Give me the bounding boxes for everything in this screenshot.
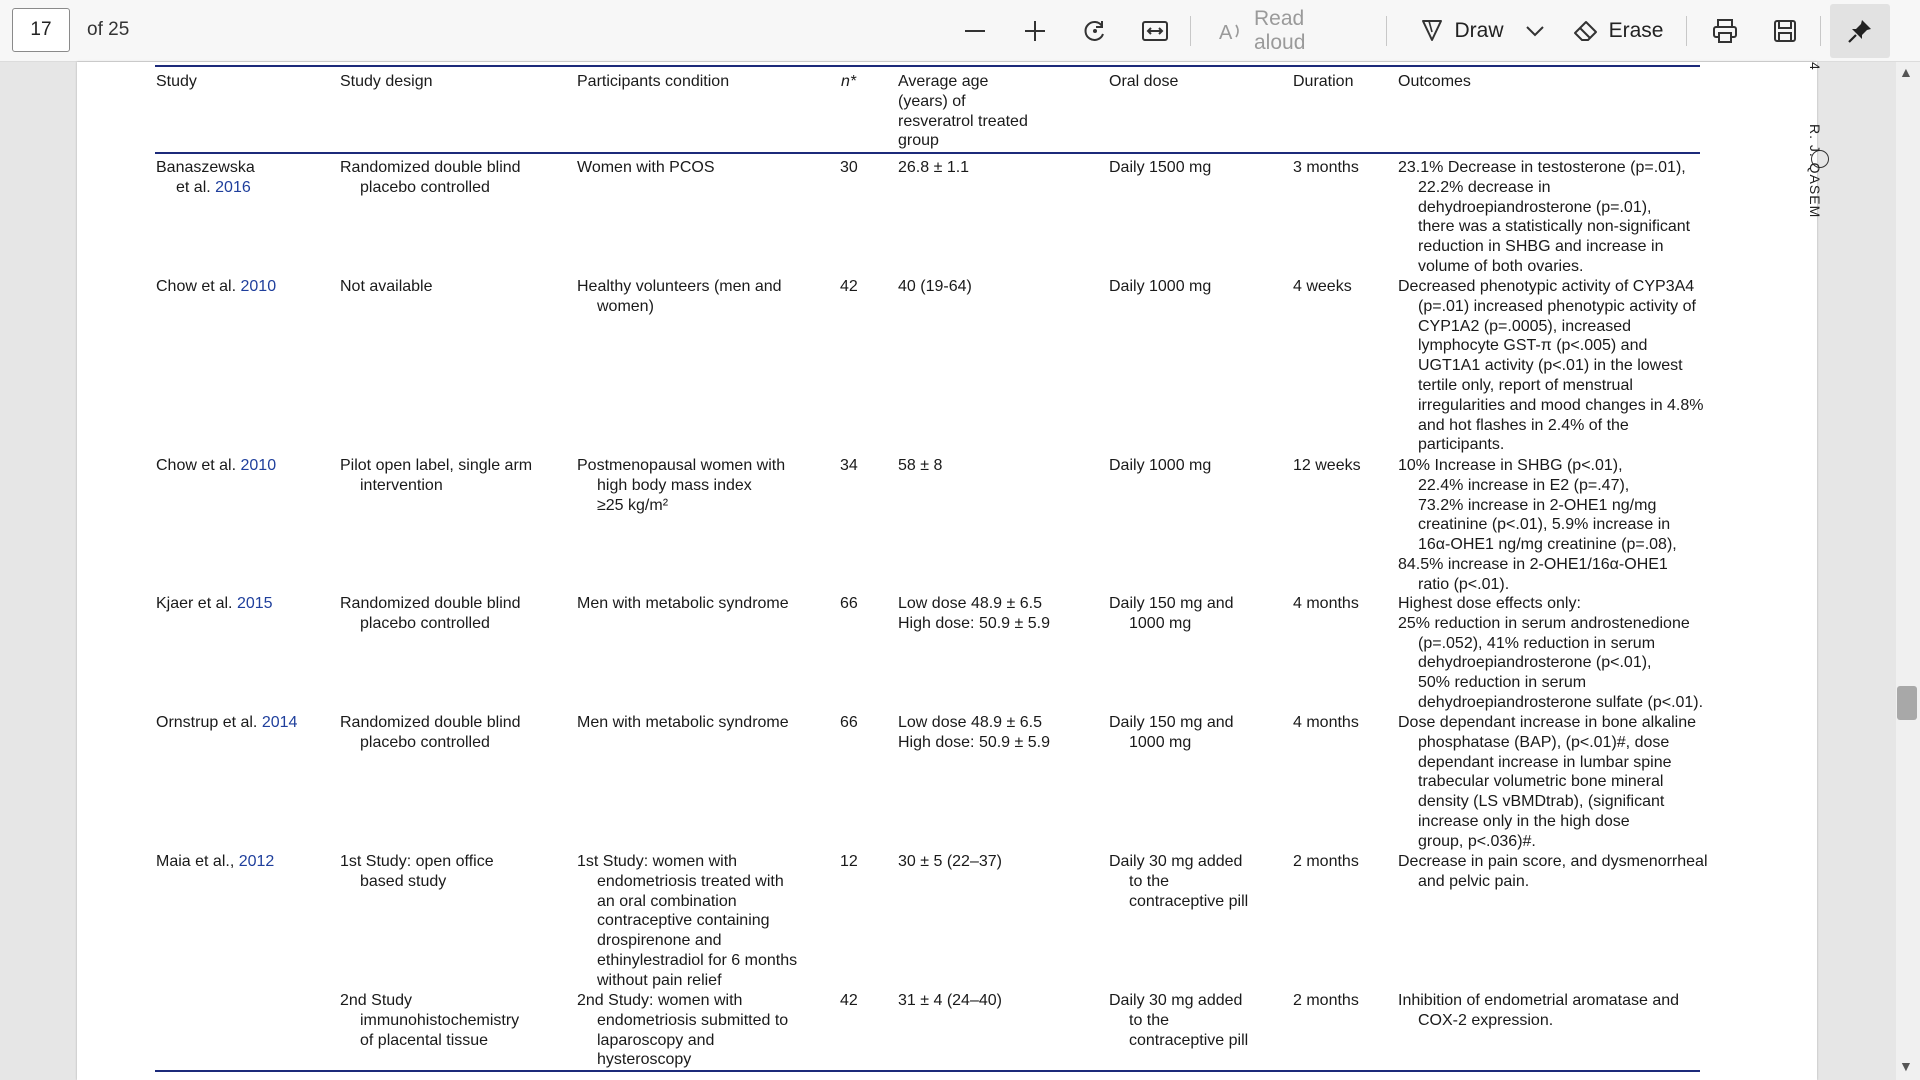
age-cell [898, 594, 1050, 634]
dose-cell [1109, 852, 1248, 911]
header-age-line: Average age [898, 73, 989, 90]
study-design-cell [340, 456, 532, 496]
age-cell: 58 ± 8 [898, 457, 943, 474]
n-cell: 34 [840, 457, 858, 474]
cell-line: lymphocyte GST-π (p<.005) and [1418, 337, 1648, 355]
plus-icon [1023, 19, 1047, 43]
pin-toolbar-button[interactable] [1830, 4, 1890, 58]
cell-line: 50% reduction in serum [1418, 674, 1587, 692]
eraser-icon [1573, 19, 1599, 43]
header-age-line: (years) of [898, 92, 966, 110]
cell-line: 1000 mg [1129, 733, 1192, 751]
duration-cell: 2 months [1293, 992, 1359, 1009]
outcomes-cell [1398, 456, 1677, 595]
cell-line: Low dose 48.9 ± 6.5 [898, 595, 1042, 612]
study-design-cell [340, 852, 494, 892]
cell-line: 23.1% Decrease in testosterone (p=.01), [1398, 159, 1686, 176]
table-top-rule [155, 65, 1700, 67]
cell-line: Healthy volunteers (men and [577, 278, 782, 295]
rotate-icon [1082, 18, 1108, 44]
study-design-cell [340, 713, 521, 753]
cell-line: placebo controlled [360, 733, 490, 751]
cell-line: an oral combination [597, 892, 737, 910]
n-cell: 30 [840, 159, 858, 176]
age-cell: 31 ± 4 (24–40) [898, 992, 1002, 1009]
fit-width-icon [1142, 20, 1168, 42]
pdf-page [77, 62, 1823, 1080]
cell-line: without pain relief [597, 971, 722, 989]
cell-line: endometriosis treated with [597, 872, 784, 890]
cell-line: Randomized double blind [340, 595, 521, 612]
study-author: Banaszewska [156, 159, 255, 176]
cell-line: 84.5% increase in 2-OHE1/16α-OHE1 [1398, 555, 1668, 573]
draw-options-button[interactable] [1520, 9, 1550, 53]
scroll-up-arrow-icon[interactable]: ▲ [1899, 64, 1913, 80]
study-author: et al. [176, 178, 211, 196]
study-design-cell [340, 158, 521, 198]
cell-line: dehydroepiandrosterone sulfate (p<.01). [1418, 693, 1704, 711]
cell-line: ethinylestradiol for 6 months [597, 951, 798, 969]
scrollbar-thumb[interactable] [1897, 686, 1917, 720]
page-total-label: of 25 [87, 19, 130, 40]
outcomes-cell [1398, 852, 1708, 892]
citation-link[interactable]: 2014 [261, 714, 298, 731]
cell-line: 10% Increase in SHBG (p<.01), [1398, 457, 1623, 474]
cell-line: there was a statistically non-significant [1418, 218, 1691, 236]
cell-line: Daily 30 mg added [1109, 853, 1243, 870]
cell-line: and hot flashes in 2.4% of the [1418, 416, 1629, 434]
cell-line: irregularities and mood changes in 4.8% [1418, 396, 1704, 414]
cell-line: Decreased phenotypic activity of CYP3A4 [1398, 278, 1695, 295]
cell-line: Daily 150 mg and [1109, 595, 1234, 612]
cell-line: (p=.01) increased phenotypic activity of [1418, 297, 1696, 315]
zoom-out-button[interactable] [958, 9, 992, 53]
save-icon [1773, 19, 1797, 43]
study-author: Chow et al. [156, 278, 237, 295]
table-bottom-rule [155, 1070, 1700, 1072]
toolbar-divider [1820, 16, 1821, 46]
cell-line: of placental tissue [360, 1031, 489, 1049]
cell-line: High dose: 50.9 ± 5.9 [898, 614, 1050, 632]
outcomes-cell [1398, 594, 1703, 713]
cell-line: laparoscopy and [597, 1031, 715, 1049]
cell-line: CYP1A2 (p=.0005), increased [1418, 317, 1632, 335]
study-cell [156, 852, 274, 872]
study-design-cell [340, 594, 521, 634]
cell-line: contraceptive pill [1129, 1031, 1249, 1049]
running-head-page: 4 [1807, 62, 1823, 71]
study-cell [156, 277, 276, 297]
cell-line: group, p<.036)#. [1418, 832, 1536, 850]
header-participants-condition: Participants condition [577, 73, 730, 90]
cell-line: 2nd Study: women with [577, 992, 743, 1009]
header-outcomes: Outcomes [1398, 73, 1471, 90]
cell-line: reduction in SHBG and increase in [1418, 238, 1664, 256]
citation-link[interactable]: 2010 [240, 278, 277, 295]
duration-cell: 4 months [1293, 595, 1359, 612]
cell-line: dependant increase in lumbar spine [1418, 753, 1672, 771]
cell-line: High dose: 50.9 ± 5.9 [898, 733, 1050, 751]
age-cell: 40 (19-64) [898, 278, 972, 295]
cell-line: drospirenone and [597, 932, 722, 950]
cell-line: dehydroepiandrosterone (p=.01), [1418, 198, 1652, 216]
cell-line: based study [360, 872, 447, 890]
minus-icon [963, 19, 987, 43]
study-cell [156, 158, 255, 198]
n-cell: 42 [840, 278, 858, 295]
cell-line: (p=.052), 41% reduction in serum [1418, 634, 1656, 652]
dose-cell: Daily 1000 mg [1109, 278, 1212, 295]
age-cell [898, 713, 1050, 753]
vertical-scrollbar[interactable] [1896, 62, 1920, 1080]
print-button[interactable] [1708, 9, 1742, 53]
cell-line: dehydroepiandrosterone (p<.01), [1418, 654, 1652, 672]
n-cell: 12 [840, 853, 858, 870]
cell-line: trabecular volumetric bone mineral [1418, 773, 1664, 791]
cell-line: 73.2% increase in 2-OHE1 ng/mg [1418, 496, 1657, 514]
cell-line: increase only in the high dose [1418, 812, 1630, 830]
cell-line: density (LS vBMDtrab), (significant [1418, 793, 1665, 811]
draw-label: Draw [1454, 19, 1504, 42]
cell-line: 25% reduction in serum androstenedione [1398, 614, 1690, 632]
cell-line: 16α-OHE1 ng/mg creatinine (p=.08), [1418, 536, 1677, 554]
duration-cell: 4 weeks [1293, 278, 1352, 295]
read-aloud-label: Read aloud [1254, 7, 1306, 54]
cell-line: COX-2 expression. [1418, 1011, 1554, 1029]
cell-line: Decrease in pain score, and dysmenorrheal [1398, 853, 1708, 870]
pen-icon [1420, 18, 1444, 44]
duration-cell: 3 months [1293, 159, 1359, 176]
cell-line: UGT1A1 activity (p<.01) in the lowest [1418, 357, 1683, 375]
citation-link[interactable]: 2015 [236, 595, 273, 612]
rotate-button[interactable] [1078, 9, 1112, 53]
n-cell: 66 [840, 595, 858, 612]
cell-line: tertile only, report of menstrual [1418, 376, 1633, 394]
cell-line: 22.2% decrease in [1418, 178, 1551, 196]
study-design-cell [340, 991, 519, 1050]
svg-text:A: A [1219, 22, 1233, 44]
cell-line: Inhibition of endometrial aromatase and [1398, 992, 1680, 1009]
outcomes-cell [1398, 158, 1690, 277]
erase-label: Erase [1608, 19, 1664, 42]
save-button[interactable] [1768, 9, 1802, 53]
draw-button[interactable] [1414, 9, 1510, 53]
cell-line: Postmenopausal women with [577, 457, 786, 474]
dose-cell [1109, 594, 1234, 634]
citation-link[interactable]: 2012 [238, 853, 275, 870]
n-cell: 66 [840, 714, 858, 731]
cell-line: placebo controlled [360, 614, 490, 632]
condition-cell: Men with metabolic syndrome [577, 595, 789, 612]
cell-line: ratio (p<.01). [1418, 575, 1510, 593]
pdf-toolbar [0, 0, 1920, 62]
cell-line: phosphatase (BAP), (p<.01)#, dose [1418, 733, 1670, 751]
toolbar-divider [1190, 16, 1191, 46]
condition-cell [577, 277, 782, 317]
header-age-line: resveratrol treated [898, 112, 1028, 130]
running-head-author: R. J. QASEM [1807, 124, 1823, 219]
duration-cell: 4 months [1293, 714, 1359, 731]
outcomes-cell [1398, 991, 1679, 1031]
condition-cell: Women with PCOS [577, 159, 715, 176]
cell-line: to the [1129, 1011, 1170, 1029]
page-number-input[interactable]: 17 [12, 8, 70, 52]
dose-cell: Daily 1500 mg [1109, 159, 1212, 176]
duration-cell: 2 months [1293, 853, 1359, 870]
cell-line: and pelvic pain. [1418, 872, 1530, 890]
toolbar-divider [1686, 16, 1687, 46]
dose-cell: Daily 1000 mg [1109, 457, 1212, 474]
pin-icon [1847, 18, 1873, 44]
cell-line: contraceptive containing [597, 912, 770, 930]
scroll-down-arrow-icon[interactable]: ▼ [1899, 1058, 1913, 1074]
header-study: Study [156, 73, 197, 90]
cell-line: Daily 30 mg added [1109, 992, 1243, 1009]
cell-line: 1000 mg [1129, 614, 1192, 632]
header-duration: Duration [1293, 73, 1354, 90]
cell-line: 2nd Study [340, 992, 413, 1009]
cell-line: creatinine (p<.01), 5.9% increase in [1418, 516, 1671, 534]
study-cell [156, 456, 276, 476]
cell-line: immunohistochemistry [360, 1011, 520, 1029]
cell-line: participants. [1418, 436, 1505, 454]
outcomes-cell [1398, 713, 1696, 852]
erase-button[interactable] [1572, 9, 1664, 53]
read-aloud-button[interactable] [1218, 9, 1360, 53]
citation-link[interactable]: 2016 [215, 178, 251, 196]
cell-line: 1st Study: women with [577, 853, 738, 870]
cell-line: Highest dose effects only: [1398, 595, 1581, 612]
toolbar-divider [1386, 16, 1387, 46]
citation-link[interactable]: 2010 [240, 457, 277, 474]
fit-to-page-button[interactable] [1138, 9, 1172, 53]
cell-line: ≥25 kg/m² [597, 496, 669, 514]
header-average-age [898, 72, 1028, 151]
study-design-cell: Not available [340, 278, 433, 295]
duration-cell: 12 weeks [1293, 457, 1361, 474]
age-cell: 26.8 ± 1.1 [898, 159, 970, 176]
cell-line: Low dose 48.9 ± 6.5 [898, 714, 1042, 731]
printer-icon [1712, 18, 1738, 44]
zoom-in-button[interactable] [1018, 9, 1052, 53]
cell-line: to the [1129, 872, 1170, 890]
cell-line: high body mass index [597, 476, 752, 494]
condition-cell: Men with metabolic syndrome [577, 714, 789, 731]
cell-line: Pilot open label, single arm [340, 457, 533, 474]
header-age-line: group [898, 132, 939, 150]
cell-line: Dose dependant increase in bone alkaline [1398, 714, 1696, 731]
header-oral-dose: Oral dose [1109, 73, 1179, 90]
study-author: Ornstrup et al. [156, 714, 258, 731]
age-cell: 30 ± 5 (22–37) [898, 853, 1002, 870]
cell-line: endometriosis submitted to [597, 1011, 789, 1029]
dose-cell [1109, 713, 1234, 753]
condition-cell [577, 456, 785, 515]
cell-line: volume of both ovaries. [1418, 257, 1584, 275]
study-author: Kjaer et al. [156, 595, 233, 612]
condition-cell [577, 991, 788, 1070]
condition-cell [577, 852, 797, 991]
chevron-down-icon [1525, 24, 1545, 38]
cell-line: women) [597, 297, 654, 315]
cell-line: hysteroscopy [597, 1051, 692, 1069]
outcomes-cell [1398, 277, 1704, 455]
dose-cell [1109, 991, 1248, 1050]
cell-line: 22.4% increase in E2 (p=.47), [1418, 476, 1630, 494]
cell-line: placebo controlled [360, 178, 490, 196]
header-n: n* [841, 73, 857, 90]
read-aloud-icon [1218, 19, 1244, 43]
study-cell [156, 594, 273, 614]
study-author: Maia et al., [156, 853, 235, 870]
cell-line: contraceptive pill [1129, 892, 1249, 910]
header-study-design: Study design [340, 73, 433, 90]
cell-line: intervention [360, 476, 443, 494]
study-author: Chow et al. [156, 457, 237, 474]
cell-line: Randomized double blind [340, 714, 521, 731]
cell-line: Daily 150 mg and [1109, 714, 1234, 731]
cell-line: Randomized double blind [340, 159, 521, 176]
cell-line: 1st Study: open office [340, 853, 494, 870]
study-cell [156, 713, 297, 733]
table-header-rule [155, 152, 1700, 154]
n-cell: 42 [840, 992, 858, 1009]
